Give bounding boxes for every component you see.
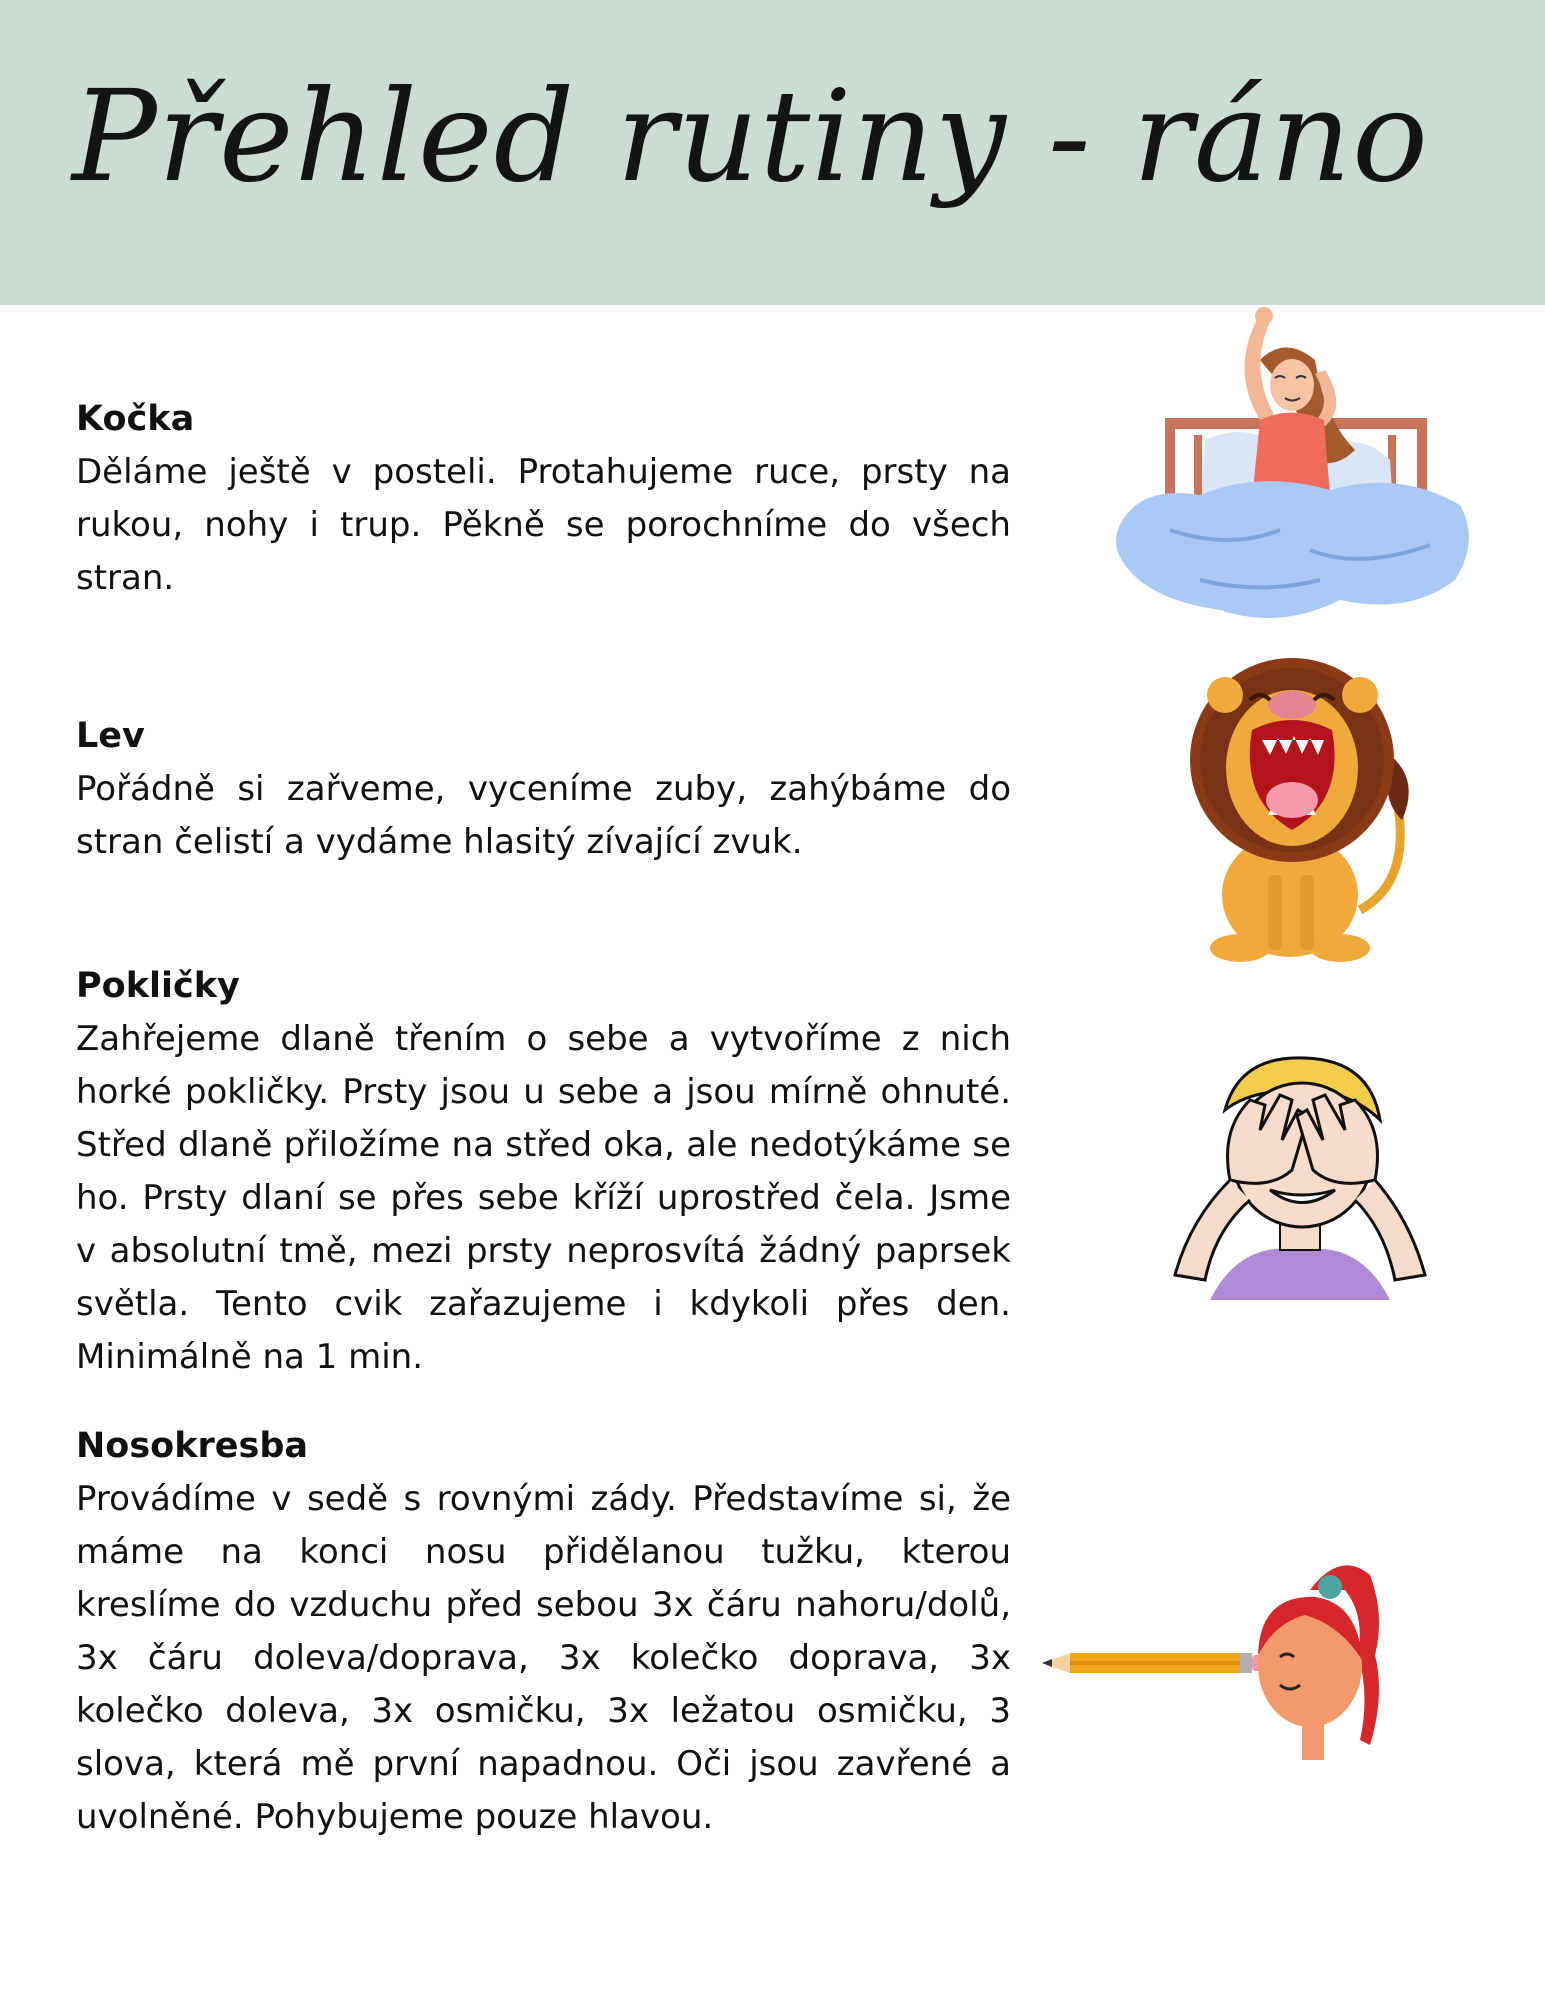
section-text: Děláme ještě v posteli. Protahujeme ruce, prsty na rukou, nohy i trup. Pěkně se porochníme do všech stran. xyxy=(76,452,1011,598)
section-text: Zahřejeme dlaně třením o sebe a vytvoříme z nich horké pokličky. Prsty jsou u sebe a jsou mírně ohnuté. Střed dlaně přiložíme na střed oka, ale nedotýkáme se ho. Prsty dlaní se přes sebe kříží uprostřed čela. Jsme v absolutní tmě, mezi prsty neprosvítá žádný paprsek světla. Tento cvik zařazujeme i kdykoli přes den. Minimálně na 1 min. xyxy=(76,1019,1011,1377)
section-heading: Pokličky xyxy=(76,966,240,1006)
section-lev xyxy=(76,710,1011,869)
section-poklicky xyxy=(76,960,1011,1384)
section-kocka xyxy=(76,393,1011,605)
header-band xyxy=(0,0,1545,305)
girl-with-pencil-on-nose-illustration xyxy=(1040,1545,1420,1765)
section-heading: Lev xyxy=(76,716,145,756)
section-text: Pořádně si zařveme, vyceníme zuby, zahýbáme do stran čelistí a vydáme hlasitý zívající zvuk. xyxy=(76,769,1011,862)
person-covering-eyes-illustration xyxy=(1170,1050,1430,1300)
section-nosokresba xyxy=(76,1420,1011,1844)
section-heading: Kočka xyxy=(76,399,195,439)
section-heading: Nosokresba xyxy=(76,1426,308,1466)
section-text: Provádíme v sedě s rovnými zády. Představíme si, že máme na konci nosu přidělanou tužku, kterou kreslíme do vzduchu před sebou 3x čáru nahoru/dolů, 3x čáru doleva/doprava, 3x kolečko doprava, 3x kolečko doleva, 3x osmičku, 3x ležatou osmičku, 3 slova, která mě první napadnou. Oči jsou zavřené a uvolněné. Pohybujeme pouze hlavou. xyxy=(76,1479,1011,1837)
woman-stretching-in-bed-illustration xyxy=(1110,300,1480,630)
roaring-lion-illustration xyxy=(1180,650,1425,970)
page-title: Přehled rutiny - ráno xyxy=(72,63,1429,210)
